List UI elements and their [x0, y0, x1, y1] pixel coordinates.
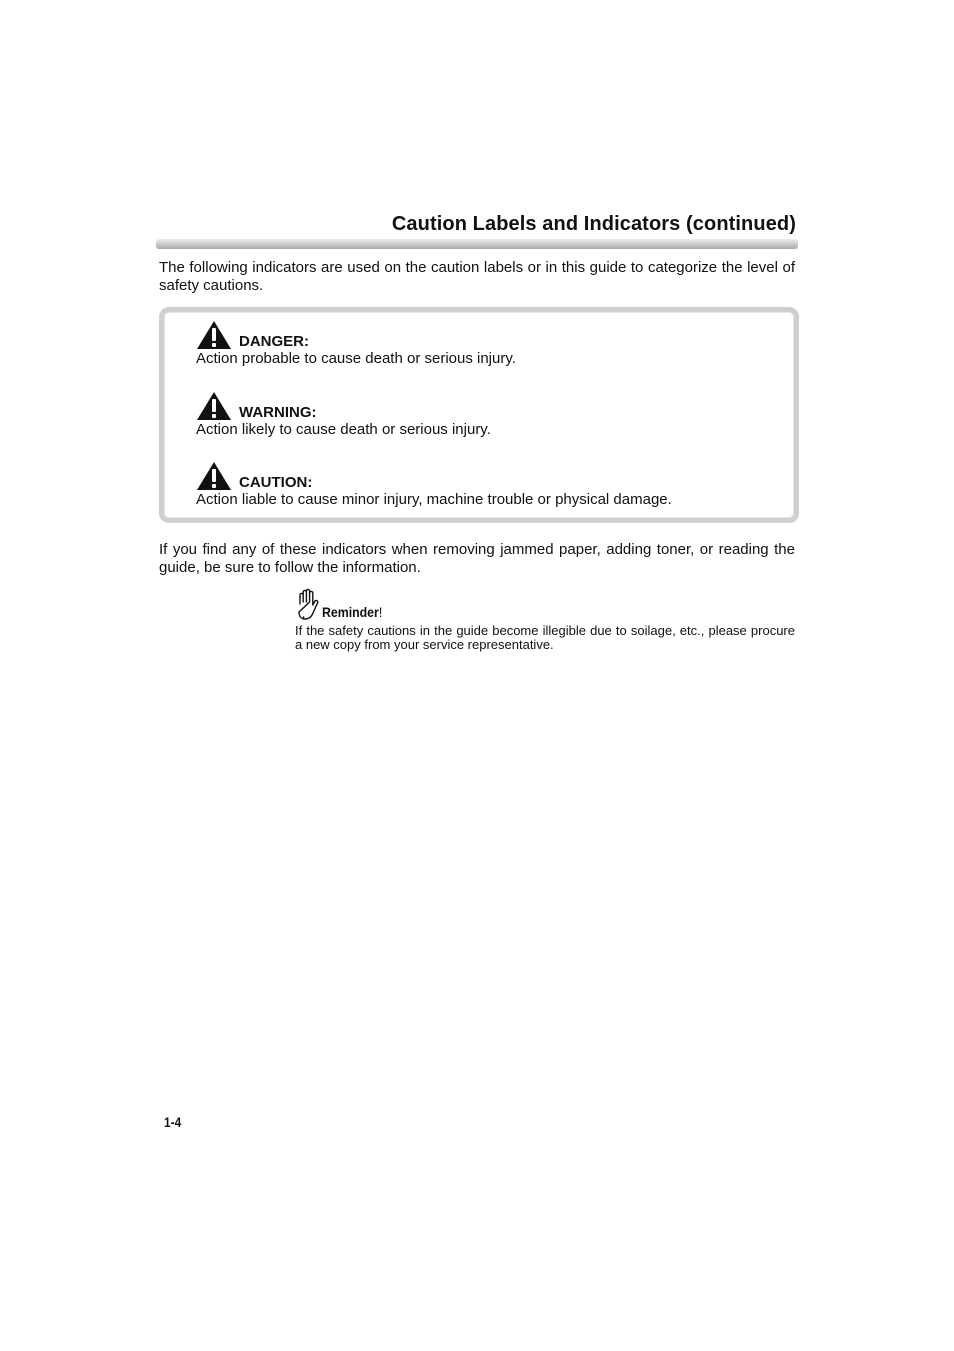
indicator-danger: [196, 318, 516, 368]
indicator-description: Action liable to cause minor injury, machine trouble or physical damage.: [196, 491, 672, 508]
indicator-label: WARNING:: [239, 404, 317, 421]
indicator-warning: [196, 389, 491, 439]
indicator-label: DANGER:: [239, 333, 309, 350]
indicator-description: Action probable to cause death or serious injury.: [196, 350, 516, 367]
page-number: 1-4: [164, 1114, 182, 1130]
warning-triangle-icon: [196, 320, 232, 350]
reminder-note: [295, 586, 795, 652]
page-title: Caution Labels and Indicators (continued): [391, 213, 796, 235]
intro-paragraph: The following indicators are used on the caution labels or in this guide to categorize the level of safety cautions.: [159, 259, 795, 294]
warning-triangle-icon: [196, 461, 232, 491]
reminder-label: Reminder!: [322, 604, 383, 620]
reminder-text: If the safety cautions in the guide become illegible due to soilage, etc., please procure a new copy from your service representative.: [295, 623, 795, 652]
follow-paragraph: If you find any of these indicators when removing jammed paper, adding toner, or reading the guide, be sure to follow the information.: [159, 541, 795, 576]
indicator-description: Action likely to cause death or serious injury.: [196, 421, 491, 438]
indicator-label: CAUTION:: [239, 474, 313, 491]
indicator-caution: [196, 459, 672, 509]
title-underline-bar: [156, 239, 798, 249]
warning-triangle-icon: [196, 391, 232, 421]
hand-stop-icon: [295, 588, 319, 620]
